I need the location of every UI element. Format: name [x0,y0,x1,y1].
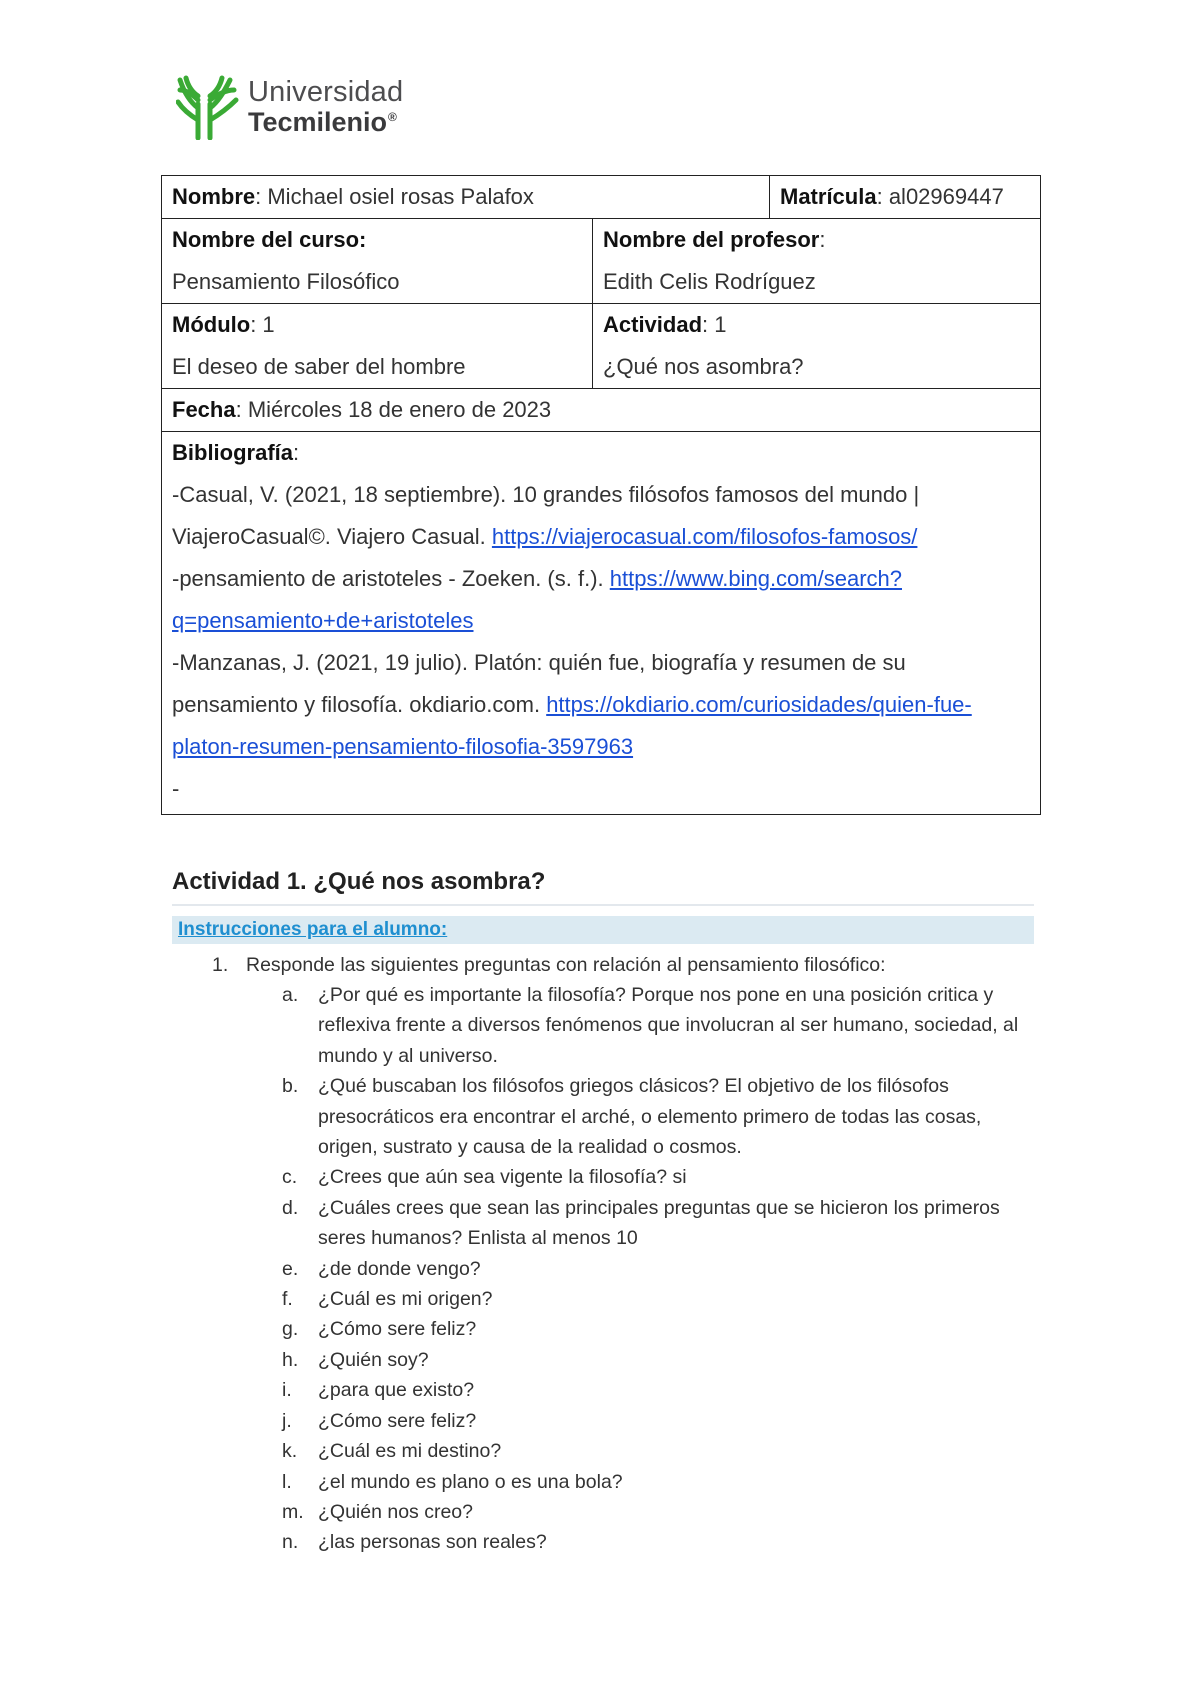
list-item [282,1497,1022,1527]
trailing-dash: - [172,776,180,801]
question-1 [212,950,886,980]
list-marker: h. [282,1348,299,1371]
curso-cell [162,219,593,304]
list-item [282,1527,1022,1557]
list-item-text: ¿Crees que aún sea vigente la filosofía? si [318,1166,687,1189]
bibliografia-cell [162,432,1041,815]
logo-line-tecmilenio: Tecmilenio® [248,107,397,137]
reference-item: -Casual, V. (2021, 18 septiembre). 10 grandes filósofos famosos del mundo | ViajeroCasual©. Viajero Casual. https://viajerocasual.com/filosofos-famosos/ [172,482,920,549]
logo-line-universidad: Universidad [248,76,404,108]
list-item [282,1314,1022,1344]
reference-link[interactable]: https://viajerocasual.com/filosofos-famosos/ [491,524,918,549]
list-marker: k. [282,1440,298,1463]
list-item-text: ¿Quién soy? [318,1348,429,1371]
fecha-cell [162,389,1041,432]
list-marker: c. [282,1166,298,1189]
list-item-text: ¿Cuál es mi origen? [318,1288,493,1311]
fecha-label: Fecha [172,397,236,422]
activity-title: Actividad 1. ¿Qué nos asombra? [172,868,546,895]
matricula-cell [770,176,1041,219]
profesor-value: Edith Celis Rodríguez [603,269,816,294]
list-item-text: ¿Cómo sere feliz? [318,1409,477,1432]
list-item-text: ¿el mundo es plano o es una bola? [318,1470,623,1493]
modulo-desc: El deseo de saber del hombre [172,354,466,379]
list-marker: e. [282,1257,299,1280]
curso-label: Nombre del curso: [172,227,367,252]
reference-item: -pensamiento de aristoteles - Zoeken. (s. f.). https://www.bing.com/search?q=pensamiento+de+aristoteles [172,566,902,633]
actividad-cell [593,304,1041,389]
list-marker: n. [282,1531,299,1554]
list-marker: g. [282,1318,299,1341]
list-marker: a. [282,984,299,1006]
instructions-bar [172,916,1034,944]
list-item [282,980,1022,1071]
actividad-label: Actividad [603,312,703,337]
student-info-table [161,175,1041,815]
modulo-cell [162,304,593,389]
list-marker: i. [282,1379,292,1402]
question-text: Responde las siguientes preguntas con relación al pensamiento filosófico: [246,954,886,976]
reference-item: -Manzanas, J. (2021, 19 julio). Platón: quién fue, biografía y resumen de su pensamiento y filosofía. okdiario.com. https://okdiario.com/curiosidades/quien-fue-platon-resumen-pensamiento-filosofia-3597963 [172,650,972,759]
tecmilenio-leaf-icon [176,74,240,140]
list-item-text: ¿las personas son reales? [318,1531,547,1554]
list-item [282,1436,1022,1466]
list-item [282,1071,1022,1162]
nombre-value: : Michael osiel rosas Palafox [255,184,534,209]
list-marker: f. [282,1288,293,1311]
profesor-cell [593,219,1041,304]
list-marker: m. [282,1500,304,1523]
bibliografia-colon: : [293,440,300,465]
list-marker: d. [282,1196,299,1219]
list-item-text: ¿Qué buscaban los filósofos griegos clásicos? El objetivo de los filósofos presocráticos era encontrar el arché, o elemento primero de todas las cosas, origen, sustrato y causa de la realidad o cosmos. [318,1075,982,1159]
nombre-label: Nombre [172,184,256,209]
actividad-desc: ¿Qué nos asombra? [603,354,804,379]
list-item [282,1162,1022,1192]
list-item [282,1375,1022,1405]
list-item-text: ¿Por qué es importante la filosofía? Porque nos pone en una posición critica y reflexiva frente a diversos fenómenos que involucran al ser humano, sociedad, al mundo y al universo. [318,984,1019,1067]
fecha-value: : Miércoles 18 de enero de 2023 [235,397,552,422]
list-item-text: ¿Cómo sere feliz? [318,1318,477,1341]
answer-list [282,980,1022,1558]
list-item [282,1193,1022,1254]
modulo-value: : 1 [250,312,275,337]
list-item-text: ¿Cuál es mi destino? [318,1440,502,1463]
list-item [282,1254,1022,1284]
bibliografia-label: Bibliografía [172,440,294,465]
actividad-value: : 1 [702,312,727,337]
profesor-label: Nombre del profesor [603,227,820,252]
profesor-colon: : [819,227,826,252]
title-divider [172,904,1034,906]
registered-mark: ® [388,110,397,124]
reference-link[interactable]: https://www.bing.com/search?q=pensamiento+de+aristoteles [172,566,902,633]
list-marker: b. [282,1075,299,1098]
list-item-text: ¿para que existo? [318,1379,475,1402]
list-item [282,1406,1022,1436]
list-item-text: ¿Cuáles crees que sean las principales preguntas que se hicieron los primeros seres humanos? Enlista al menos 10 [318,1196,1000,1250]
curso-value: Pensamiento Filosófico [172,269,400,294]
modulo-label: Módulo [172,312,251,337]
list-marker: l. [282,1470,292,1493]
list-marker: j. [282,1409,292,1432]
reference-link[interactable]: https://okdiario.com/curiosidades/quien-fue-platon-resumen-pensamiento-filosofia-3597963 [172,692,972,759]
nombre-cell [162,176,770,219]
question-number: 1. [212,954,229,976]
list-item [282,1467,1022,1497]
matricula-label: Matrícula [780,184,877,209]
matricula-value: : al02969447 [876,184,1004,209]
university-logo [176,74,403,140]
list-item-text: ¿Quién nos creo? [318,1500,474,1523]
list-item-text: ¿de donde vengo? [318,1257,481,1280]
instructions-label: Instrucciones para el alumno: [178,919,448,940]
list-item [282,1345,1022,1375]
list-item [282,1284,1022,1314]
